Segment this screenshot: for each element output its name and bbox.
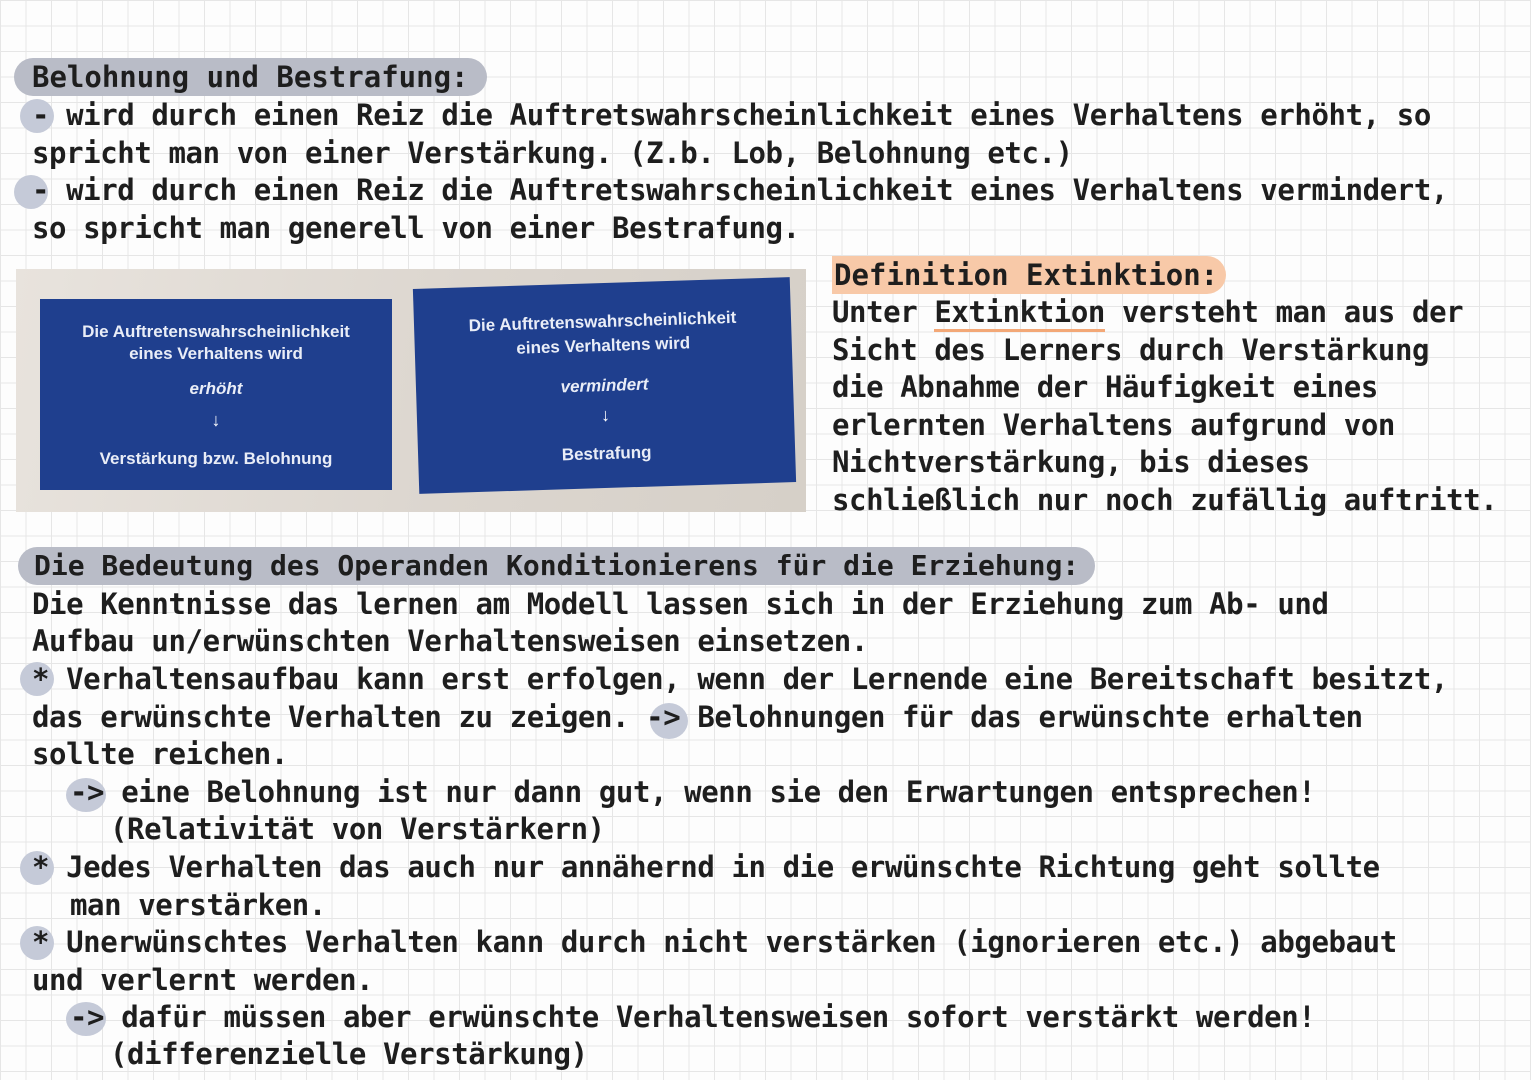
bullet-dash: - <box>32 98 50 132</box>
card-text: Die Auftretenswahrscheinlichkeit <box>82 322 350 341</box>
text-line <box>32 171 1448 209</box>
text-segment: Unerwünschtes Verhalten kann durch nicht verstärken (ignorieren etc.) abgebaut <box>66 925 1397 959</box>
photo-cards <box>16 269 806 512</box>
text-segment: wird durch einen Reiz die Auftretswahrscheinlichkeit eines Verhaltens vermindert, <box>66 173 1448 207</box>
text-segment: wird durch einen Reiz die Auftretswahrscheinlichkeit eines Verhaltens erhöht, so <box>66 98 1431 132</box>
definition-line <box>832 293 1463 331</box>
card-text: Die Auftretenswahrscheinlichkeit <box>468 307 737 336</box>
down-arrow-icon: ↓ <box>211 410 221 430</box>
definition-line: Nichtverstärkung, bis dieses <box>832 445 1310 479</box>
text-line: und verlernt werden. <box>32 963 374 997</box>
definition-line: Sicht des Lerners durch Verstärkung <box>832 333 1430 367</box>
card-result: Bestrafung <box>561 442 652 465</box>
card-increase <box>40 299 392 490</box>
definition-line: die Abnahme der Häufigkeit eines <box>832 370 1378 404</box>
text-line: spricht man von einer Verstärkung. (Z.b. Lob, Belohnung etc.) <box>32 136 1073 170</box>
text-line <box>32 660 1448 698</box>
text-segment: Unter <box>832 295 935 329</box>
text-line: man verstärken. <box>70 888 326 922</box>
text-line: (Relativität von Verstärkern) <box>110 812 605 846</box>
card-state: vermindert <box>560 374 649 397</box>
text-segment: eine Belohnung ist nur dann gut, wenn sie den Erwartungen entsprechen! <box>121 775 1316 809</box>
text-line <box>70 773 1315 811</box>
text-line <box>32 923 1397 961</box>
term-extinktion: Extinktion <box>934 295 1105 332</box>
text-segment: Belohnungen für das erwünschte erhalten <box>697 700 1363 734</box>
text-segment: Verhaltensaufbau kann erst erfolgen, wenn der Lernende eine Bereitschaft besitzt, <box>66 662 1448 696</box>
arrow-glyph: -> <box>70 775 105 809</box>
definition-line: schließlich nur noch zufällig auftritt. <box>832 483 1498 517</box>
arrow-glyph: -> <box>70 1000 105 1034</box>
text-line: (differenzielle Verstärkung) <box>110 1037 588 1071</box>
text-line <box>32 698 1363 736</box>
card-text: eines Verhaltens wird <box>516 333 691 358</box>
text-segment: Jedes Verhalten das auch nur annähernd in die erwünschte Richtung geht sollte <box>66 850 1380 884</box>
text-line: Die Kenntnisse das lernen am Modell lassen sich in der Erziehung zum Ab- und <box>32 587 1329 621</box>
star-bullet: * <box>32 662 50 696</box>
section-heading-bedeutung: Die Bedeutung des Operanden Konditionierens für die Erziehung: <box>18 547 1095 585</box>
text-line: so spricht man generell von einer Bestrafung. <box>32 211 800 245</box>
section-heading-belohnung: Belohnung und Bestrafung: <box>14 58 487 96</box>
text-segment: versteht man aus der <box>1104 295 1464 329</box>
definition-heading: Definition Extinktion: <box>832 256 1226 294</box>
text-line: sollte reichen. <box>32 737 288 771</box>
star-bullet: * <box>32 925 50 959</box>
definition-line: erlernten Verhaltens aufgrund von <box>832 408 1395 442</box>
card-result: Verstärkung bzw. Belohnung <box>99 449 333 468</box>
card-decrease <box>413 277 796 494</box>
star-bullet: * <box>32 850 50 884</box>
bullet-dash: - <box>32 173 50 207</box>
text-segment: dafür müssen aber erwünschte Verhaltensweisen sofort verstärkt werden! <box>121 1000 1316 1034</box>
down-arrow-icon: ↓ <box>600 404 611 426</box>
text-line <box>32 848 1380 886</box>
arrow-glyph: -> <box>646 700 681 734</box>
text-line <box>32 96 1431 134</box>
card-state: erhöht <box>189 379 243 398</box>
card-text: eines Verhaltens wird <box>129 344 303 363</box>
text-segment: das erwünschte Verhalten zu zeigen. <box>32 700 630 734</box>
text-line: Aufbau un/erwünschten Verhaltensweisen einsetzen. <box>32 624 868 658</box>
text-line <box>70 998 1315 1036</box>
